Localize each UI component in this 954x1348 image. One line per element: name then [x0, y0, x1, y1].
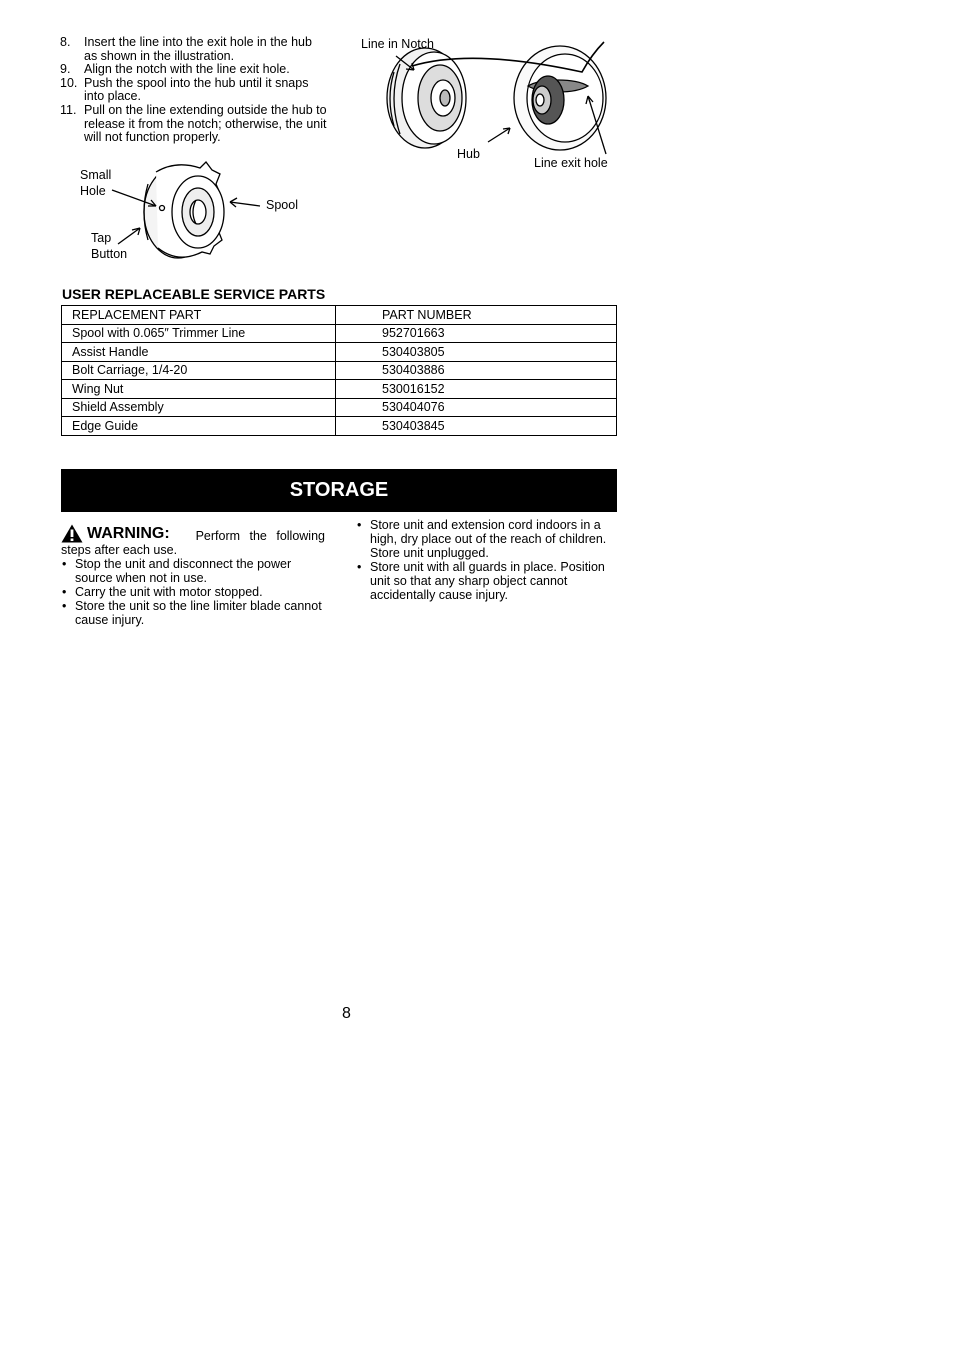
- parts-table: [61, 305, 617, 436]
- column-header: REPLACEMENT PART: [62, 306, 336, 325]
- label-spool: Spool: [266, 198, 298, 212]
- warning-word: WARNING:: [87, 524, 170, 542]
- warning-line: [61, 524, 325, 543]
- table-row: Bolt Carriage, 1/4-20 530403886: [62, 361, 617, 380]
- parts-section-title: USER REPLACEABLE SERVICE PARTS: [62, 286, 326, 302]
- list-item: • Store unit with all guards in place. Position unit so that any sharp object cannot accidentally cause injury.: [357, 560, 605, 602]
- table-row: Wing Nut 530016152: [62, 380, 617, 399]
- instruction-steps: [60, 36, 328, 145]
- table-row: Shield Assembly 530404076: [62, 398, 617, 417]
- warning-intro: Perform the following: [195, 529, 325, 543]
- table-row: Assist Handle 530403805: [62, 343, 617, 362]
- step-item: 11. Pull on the line extending outside the hub to release it from the notch; otherwise, the unit will not function properly.: [60, 102, 327, 145]
- label-small-hole: Small Hole: [80, 168, 112, 198]
- label-tap-button: Tap Button: [91, 231, 128, 261]
- warning-triangle-icon: [61, 524, 83, 543]
- table-row: Spool with 0.065″ Trimmer Line 952701663: [62, 324, 617, 343]
- storage-banner: STORAGE: [61, 469, 617, 512]
- step-item: 8. Insert the line into the exit hole in the hub as shown in the illustration.: [60, 35, 312, 63]
- list-item: • Stop the unit and disconnect the power source when not in use.: [62, 557, 292, 585]
- list-item: • Store the unit so the line limiter blade cannot cause injury.: [62, 599, 322, 627]
- label-hub: Hub: [457, 147, 480, 161]
- list-item: • Store unit and extension cord indoors in a high, dry place out of the reach of children. Store unit unplugged.: [357, 518, 607, 560]
- storage-right-column: [356, 518, 620, 602]
- label-line-in-notch: Line in Notch: [361, 37, 434, 51]
- warning-intro-continued: steps after each use.: [61, 543, 178, 557]
- page-number: 8: [342, 1005, 351, 1022]
- table-row: Edge Guide 530403845: [62, 417, 617, 436]
- hub-illustration: [370, 36, 630, 166]
- step-item: 9. Align the notch with the line exit hole.: [60, 62, 290, 77]
- storage-left-column: [61, 524, 325, 627]
- label-line-exit-hole: Line exit hole: [534, 156, 608, 170]
- warning-heading: [61, 524, 170, 543]
- table-header-row: [62, 306, 617, 325]
- list-item: • Carry the unit with motor stopped.: [62, 585, 263, 599]
- step-item: 10. Push the spool into the hub until it snaps into place.: [60, 75, 309, 104]
- column-header: PART NUMBER: [336, 306, 617, 325]
